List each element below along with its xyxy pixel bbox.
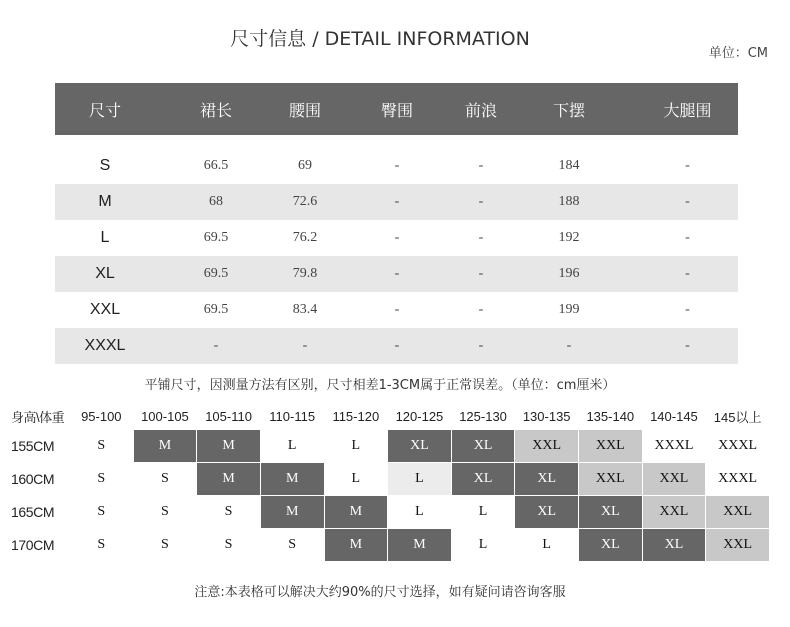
- weight-header-row: [11, 403, 769, 429]
- size-recommendation-table: [10, 402, 770, 562]
- recommended-size-cell: XL: [515, 496, 578, 528]
- size-row: [55, 148, 738, 184]
- weight-range-header: 125-130: [459, 408, 507, 424]
- cell-front-rise: -: [461, 328, 501, 364]
- cell-thigh: -: [637, 256, 738, 292]
- cell-thigh: -: [685, 158, 690, 173]
- recommended-size-cell: XL: [388, 430, 451, 462]
- cell-waist: -: [277, 328, 333, 364]
- recommended-size-cell: XXXL: [643, 430, 706, 462]
- recommended-size-cell: XXL: [643, 496, 706, 528]
- header-hem: 下摆: [501, 83, 637, 135]
- recommended-size-cell: XL: [515, 463, 578, 495]
- recommended-size-cell: S: [70, 496, 133, 528]
- recommended-size-cell: M: [261, 463, 324, 495]
- cell-hem: 188: [501, 184, 637, 220]
- header-size: 尺寸: [55, 83, 155, 135]
- cell-hem: 196: [501, 256, 637, 292]
- cell-front-rise: -: [478, 230, 484, 245]
- cell-size: M: [55, 184, 155, 220]
- cell-skirt-length: 68: [155, 184, 277, 220]
- weight-range-header: 135-140: [586, 408, 635, 424]
- cell-front-rise: -: [478, 158, 484, 173]
- recommended-size-cell: XXL: [706, 496, 769, 528]
- size-row: [55, 184, 738, 220]
- recommended-size-cell: L: [325, 430, 388, 462]
- cell-thigh: -: [637, 328, 738, 364]
- recommended-size-cell: L: [388, 463, 451, 495]
- recommended-size-cell: S: [70, 463, 133, 495]
- cell-hip: -: [333, 184, 461, 220]
- weight-range-header: 95-100: [81, 408, 122, 424]
- header-waist: 腰围: [277, 83, 333, 135]
- weight-range-header: 110-115: [269, 408, 316, 424]
- height-label: 165CM: [11, 504, 55, 520]
- weight-range-header: 120-125: [395, 408, 444, 424]
- recommended-size-cell: S: [70, 529, 133, 561]
- cell-hip: -: [394, 302, 400, 317]
- recommended-size-cell: S: [70, 430, 133, 462]
- cell-hip: -: [394, 230, 400, 245]
- recommended-size-cell: XXXL: [706, 430, 769, 462]
- recommended-size-cell: L: [452, 496, 515, 528]
- recommended-size-cell: S: [197, 496, 260, 528]
- recommended-size-cell: M: [325, 496, 388, 528]
- height-label: 170CM: [11, 537, 55, 553]
- recommended-size-cell: S: [134, 529, 197, 561]
- cell-waist: 79.8: [277, 256, 333, 292]
- unit-label: 单位：CM: [708, 46, 768, 61]
- size-row: [55, 292, 738, 328]
- recommended-size-cell: XL: [452, 430, 515, 462]
- height-row: [11, 529, 769, 561]
- recommended-size-cell: L: [515, 529, 578, 561]
- measurement-note: 平铺尺寸，因测量方法有区别，尺寸相差1-3CM属于正常误差。（单位：cm厘米）: [144, 378, 616, 393]
- cell-waist: 69: [298, 158, 312, 173]
- cell-hem: 184: [558, 158, 580, 173]
- size-row: [55, 328, 738, 364]
- recommended-size-cell: XXL: [515, 430, 578, 462]
- recommended-size-cell: S: [197, 529, 260, 561]
- cell-front-rise: -: [461, 184, 501, 220]
- cell-front-rise: -: [461, 256, 501, 292]
- header-thigh: 大腿围: [637, 83, 738, 135]
- header-hip: 臀围: [333, 83, 461, 135]
- cell-size: XXL: [89, 301, 121, 318]
- cell-hem: 199: [558, 302, 580, 317]
- cell-skirt-length: -: [155, 328, 277, 364]
- weight-range-header: 140-145: [650, 408, 698, 424]
- size-row: [55, 256, 738, 292]
- recommended-size-cell: XL: [579, 496, 642, 528]
- cell-skirt-length: 69.5: [203, 302, 229, 317]
- cell-thigh: -: [685, 302, 690, 317]
- recommended-size-cell: S: [134, 496, 197, 528]
- header-front-rise: 前浪: [461, 83, 501, 135]
- header-skirt-length: 裙长: [155, 83, 277, 135]
- recommended-size-cell: S: [134, 463, 197, 495]
- cell-waist: 83.4: [292, 302, 318, 317]
- recommended-size-cell: XXXL: [706, 463, 769, 495]
- cell-front-rise: -: [478, 302, 484, 317]
- bottom-note: 注意:本表格可以解决大约90%的尺寸选择，如有疑问请咨询客服: [194, 585, 566, 600]
- cell-thigh: -: [685, 230, 690, 245]
- height-weight-corner: 身高\体重: [11, 409, 65, 425]
- cell-skirt-length: 69.5: [155, 256, 277, 292]
- size-table: [55, 83, 738, 364]
- recommended-size-cell: XXL: [579, 463, 642, 495]
- size-row: [55, 220, 738, 256]
- cell-skirt-length: 69.5: [203, 230, 229, 245]
- recommended-size-cell: M: [134, 430, 197, 462]
- cell-hem: -: [501, 328, 637, 364]
- weight-range-header: 105-110: [205, 408, 252, 424]
- recommended-size-cell: M: [388, 529, 451, 561]
- height-label: 155CM: [11, 438, 55, 454]
- cell-hip: -: [333, 256, 461, 292]
- cell-waist: 72.6: [277, 184, 333, 220]
- cell-thigh: -: [637, 184, 738, 220]
- recommended-size-cell: XL: [452, 463, 515, 495]
- recommended-size-cell: XL: [643, 529, 706, 561]
- recommended-size-cell: L: [388, 496, 451, 528]
- cell-waist: 76.2: [292, 230, 318, 245]
- cell-hem: 192: [558, 230, 580, 245]
- cell-size: S: [99, 157, 111, 174]
- recommended-size-cell: M: [325, 529, 388, 561]
- weight-range-header: 130-135: [522, 408, 571, 424]
- recommended-size-cell: XXL: [706, 529, 769, 561]
- weight-range-header: 145以上: [713, 409, 762, 425]
- recommended-size-cell: XXL: [579, 430, 642, 462]
- weight-range-header: 115-120: [332, 408, 380, 424]
- page-title: 尺寸信息 / DETAIL INFORMATION: [230, 28, 530, 50]
- height-row: [11, 463, 769, 495]
- recommended-size-cell: L: [325, 463, 388, 495]
- recommended-size-cell: M: [197, 430, 260, 462]
- cell-hip: -: [333, 328, 461, 364]
- cell-size: XXXL: [55, 328, 155, 364]
- recommended-size-cell: L: [261, 430, 324, 462]
- recommended-size-cell: XL: [579, 529, 642, 561]
- recommended-size-cell: S: [261, 529, 324, 561]
- size-table-header: [55, 83, 738, 135]
- recommended-size-cell: XXL: [643, 463, 706, 495]
- height-row: [11, 430, 769, 462]
- recommended-size-cell: M: [261, 496, 324, 528]
- recommended-size-cell: L: [452, 529, 515, 561]
- weight-range-header: 100-105: [141, 408, 189, 424]
- recommended-size-cell: M: [197, 463, 260, 495]
- height-label: 160CM: [11, 471, 55, 487]
- cell-size: L: [100, 229, 110, 246]
- cell-size: XL: [55, 256, 155, 292]
- cell-skirt-length: 66.5: [203, 158, 229, 173]
- height-row: [11, 496, 769, 528]
- cell-hip: -: [394, 158, 400, 173]
